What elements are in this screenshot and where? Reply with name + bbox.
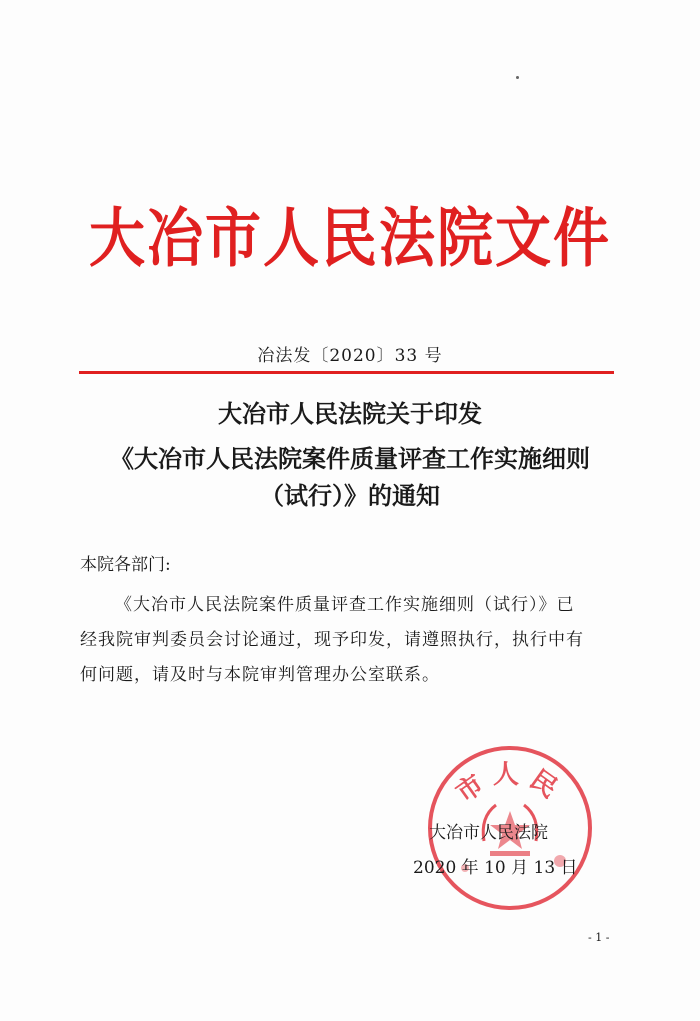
seal-text: 市人民 [450, 760, 570, 809]
page-number: - 1 - [588, 931, 610, 944]
title-line-2: 《大冶市人民法院案件质量评查工作实施细则 [110, 444, 590, 473]
body-paragraph-line-3: 何问题，请及时与本院审判管理办公室联系。 [80, 665, 440, 685]
scan-speck [516, 76, 519, 79]
title-line-1: 大冶市人民法院关于印发 [218, 399, 482, 428]
salutation: 本院各部门: [80, 555, 171, 575]
body-paragraph-line-1: 《大冶市人民法院案件质量评查工作实施细则（试行）》已 [115, 595, 575, 615]
document-masthead: 大冶市人民法院文件 [89, 200, 611, 277]
svg-text:市人民 [451, 760, 569, 809]
signature-date: 2020 年 10 月 13 日 [413, 858, 578, 878]
document-number: 冶法发〔2020〕33 号 [257, 346, 443, 366]
title-line-3: （试行）》的通知 [260, 481, 440, 510]
signature-organization: 大冶市人民法院 [429, 823, 548, 843]
red-divider-line [79, 371, 614, 374]
body-paragraph-line-2: 经我院审判委员会讨论通过，现予印发，请遵照执行，执行中有 [80, 630, 584, 650]
